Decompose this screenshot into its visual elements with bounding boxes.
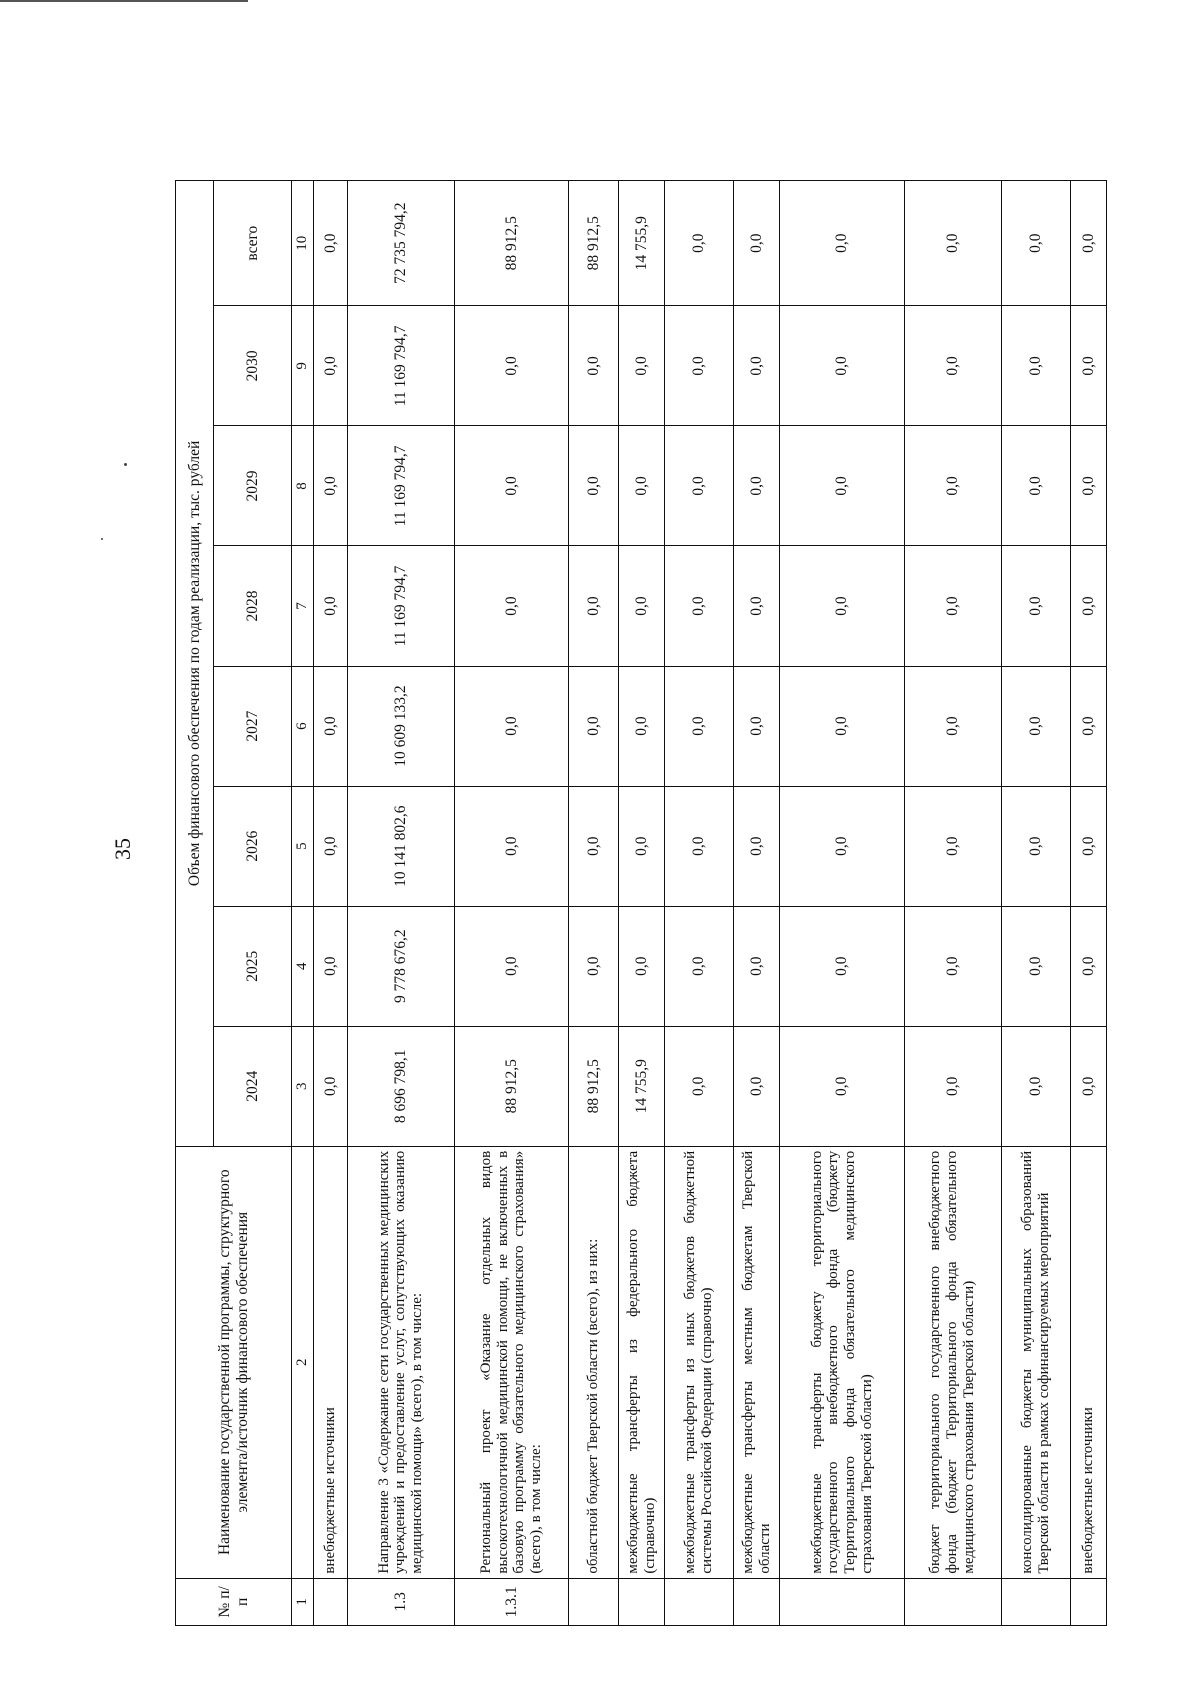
row-name: Направление 3 «Содержание сети государственных медицинских учреждений и предоставление услуг, сопутствующих оказанию медицинской помощи» (всего), в том числе: (347, 1146, 454, 1578)
row-year-value: 0,0 (1071, 306, 1107, 426)
row-year-value: 0,0 (734, 546, 780, 666)
table-row (1001, 181, 1071, 1626)
row-year-value: 0,0 (568, 546, 619, 666)
row-number (619, 1578, 664, 1625)
row-year-value: 0,0 (455, 666, 569, 786)
row-year-value: 14 755,9 (619, 1026, 664, 1146)
row-total-value: 14 755,9 (619, 181, 664, 306)
row-year-value: 0,0 (619, 666, 664, 786)
row-name: межбюджетные трансферты местным бюджетам Тверской области (734, 1146, 780, 1578)
row-year-value: 9 778 676,2 (347, 906, 454, 1026)
row-total-value: 88 912,5 (568, 181, 619, 306)
row-year-value: 0,0 (904, 546, 1001, 666)
table-row (734, 181, 780, 1626)
row-year-value: 0,0 (1071, 426, 1107, 546)
financing-table (175, 180, 1107, 1626)
table-row (904, 181, 1001, 1626)
row-number (1071, 1578, 1107, 1625)
row-year-value: 0,0 (1071, 666, 1107, 786)
row-year-value: 0,0 (455, 426, 569, 546)
row-year-value: 11 169 794,7 (347, 546, 454, 666)
row-year-value: 0,0 (1071, 1026, 1107, 1146)
row-year-value: 0,0 (568, 786, 619, 906)
row-year-value: 0,0 (734, 906, 780, 1026)
row-year-value: 0,0 (455, 546, 569, 666)
row-year-value: 0,0 (455, 906, 569, 1026)
row-year-value: 0,0 (314, 786, 348, 906)
row-name: Региональный проект «Оказание отдельных видов высокотехнологичной медицинской помощи, не включенных в базовую программу обязательного медицинского страхования» (всего), в том числе: (455, 1146, 569, 1578)
rotated-table-container (175, 180, 1107, 1626)
column-number: 5 (292, 786, 314, 906)
row-year-value: 88 912,5 (455, 1026, 569, 1146)
column-number: 10 (292, 181, 314, 306)
row-name: бюджет территориального государственного внебюджетного фонда (бюджет Территориального фонда обязательного медицинского страхования Тверской области) (904, 1146, 1001, 1578)
row-year-value: 0,0 (780, 426, 904, 546)
header-year: 2030 (214, 306, 292, 426)
row-number (568, 1578, 619, 1625)
row-total-value: 88 912,5 (455, 181, 569, 306)
row-year-value: 0,0 (1001, 426, 1071, 546)
row-name: межбюджетные трансферты из иных бюджетов бюджетной системы Российской Федерации (справочно) (664, 1146, 734, 1578)
row-year-value: 0,0 (314, 426, 348, 546)
column-number: 4 (292, 906, 314, 1026)
page-number: 35 (110, 838, 135, 860)
row-year-value: 8 696 798,1 (347, 1026, 454, 1146)
row-year-value: 0,0 (1001, 666, 1071, 786)
row-year-value: 0,0 (1001, 1026, 1071, 1146)
row-number (904, 1578, 1001, 1625)
row-year-value: 0,0 (780, 786, 904, 906)
row-name: консолидированные бюджеты муниципальных образований Тверской области в рамках софинансируемых мероприятий (1001, 1146, 1071, 1578)
row-year-value: 0,0 (904, 666, 1001, 786)
row-year-value: 0,0 (619, 786, 664, 906)
row-year-value: 0,0 (568, 306, 619, 426)
header-year: 2024 (214, 1026, 292, 1146)
column-number: 2 (292, 1146, 314, 1578)
row-year-value: 0,0 (734, 666, 780, 786)
row-year-value: 0,0 (314, 546, 348, 666)
row-year-value: 0,0 (664, 666, 734, 786)
row-year-value: 0,0 (664, 1026, 734, 1146)
row-year-value: 0,0 (1001, 306, 1071, 426)
header-year: 2025 (214, 906, 292, 1026)
row-number (664, 1578, 734, 1625)
row-year-value: 11 169 794,7 (347, 306, 454, 426)
row-name: областной бюджет Тверской области (всего), из них: (568, 1146, 619, 1578)
row-year-value: 0,0 (314, 906, 348, 1026)
row-year-value: 0,0 (455, 786, 569, 906)
row-year-value: 0,0 (1071, 786, 1107, 906)
row-number (734, 1578, 780, 1625)
row-year-value: 0,0 (1001, 546, 1071, 666)
row-year-value: 0,0 (780, 906, 904, 1026)
row-year-value: 0,0 (314, 1026, 348, 1146)
row-year-value: 0,0 (1001, 906, 1071, 1026)
header-year: 2026 (214, 786, 292, 906)
row-year-value: 0,0 (619, 426, 664, 546)
table-row (347, 181, 454, 1626)
row-number (780, 1578, 904, 1625)
column-number: 9 (292, 306, 314, 426)
row-year-value: 0,0 (734, 1026, 780, 1146)
row-number: 1.3.1 (455, 1578, 569, 1625)
scan-speck (124, 463, 127, 466)
table-row (619, 181, 664, 1626)
row-year-value: 0,0 (619, 546, 664, 666)
row-year-value: 0,0 (780, 666, 904, 786)
row-year-value: 88 912,5 (568, 1026, 619, 1146)
header-year: 2027 (214, 666, 292, 786)
row-number (314, 1578, 348, 1625)
row-year-value: 0,0 (904, 1026, 1001, 1146)
row-year-value: 0,0 (734, 306, 780, 426)
header-year: 2028 (214, 546, 292, 666)
row-year-value: 0,0 (904, 426, 1001, 546)
row-year-value: 0,0 (619, 306, 664, 426)
row-year-value: 0,0 (780, 546, 904, 666)
table-row (780, 181, 904, 1626)
row-total-value: 0,0 (664, 181, 734, 306)
table-row (314, 181, 348, 1626)
column-number: 1 (292, 1578, 314, 1625)
row-name: внебюджетные источники (314, 1146, 348, 1578)
row-year-value: 0,0 (314, 306, 348, 426)
row-year-value: 11 169 794,7 (347, 426, 454, 546)
row-year-value: 0,0 (664, 906, 734, 1026)
row-number: 1.3 (347, 1578, 454, 1625)
row-total-value: 0,0 (1001, 181, 1071, 306)
row-year-value: 0,0 (568, 426, 619, 546)
header-number: № п/п (176, 1578, 292, 1625)
column-number: 8 (292, 426, 314, 546)
row-name: межбюджетные трансферты из федерального бюджета (справочно) (619, 1146, 664, 1578)
row-name: межбюджетные трансферты бюджету территориального государственного внебюджетного фонда (бюджету Территориального фонда обязательного медицинского страхования Тверской области) (780, 1146, 904, 1578)
row-year-value: 0,0 (780, 306, 904, 426)
header-total: всего (214, 181, 292, 306)
row-year-value: 0,0 (734, 786, 780, 906)
row-year-value: 0,0 (568, 906, 619, 1026)
header-group-title: Объем финансового обеспечения по годам реализации, тыс. рублей (176, 181, 214, 1147)
row-year-value: 0,0 (664, 786, 734, 906)
row-year-value: 0,0 (1071, 546, 1107, 666)
header-name: Наименование государственной программы, структурного элемента/источник финансового обеспечения (176, 1146, 292, 1578)
row-year-value: 0,0 (664, 306, 734, 426)
row-year-value: 0,0 (780, 1026, 904, 1146)
row-year-value: 10 609 133,2 (347, 666, 454, 786)
row-year-value: 0,0 (314, 666, 348, 786)
row-name: внебюджетные источники (1071, 1146, 1107, 1578)
row-total-value: 0,0 (1071, 181, 1107, 306)
row-total-value: 0,0 (904, 181, 1001, 306)
table-row (1071, 181, 1107, 1626)
header-year: 2029 (214, 426, 292, 546)
row-year-value: 0,0 (734, 426, 780, 546)
row-year-value: 0,0 (568, 666, 619, 786)
row-year-value: 0,0 (904, 306, 1001, 426)
row-total-value: 0,0 (780, 181, 904, 306)
row-year-value: 0,0 (904, 786, 1001, 906)
row-year-value: 10 141 802,6 (347, 786, 454, 906)
scan-speck (101, 538, 103, 540)
row-year-value: 0,0 (664, 426, 734, 546)
row-total-value: 72 735 794,2 (347, 181, 454, 306)
row-total-value: 0,0 (734, 181, 780, 306)
column-number: 6 (292, 666, 314, 786)
scan-edge-line (0, 0, 248, 2)
row-total-value: 0,0 (314, 181, 348, 306)
row-year-value: 0,0 (619, 906, 664, 1026)
column-number: 7 (292, 546, 314, 666)
row-year-value: 0,0 (1071, 906, 1107, 1026)
table-row (664, 181, 734, 1626)
row-year-value: 0,0 (904, 906, 1001, 1026)
table-row (455, 181, 569, 1626)
table-row (568, 181, 619, 1626)
column-number: 3 (292, 1026, 314, 1146)
row-number (1001, 1578, 1071, 1625)
row-year-value: 0,0 (1001, 786, 1071, 906)
row-year-value: 0,0 (664, 546, 734, 666)
row-year-value: 0,0 (455, 306, 569, 426)
